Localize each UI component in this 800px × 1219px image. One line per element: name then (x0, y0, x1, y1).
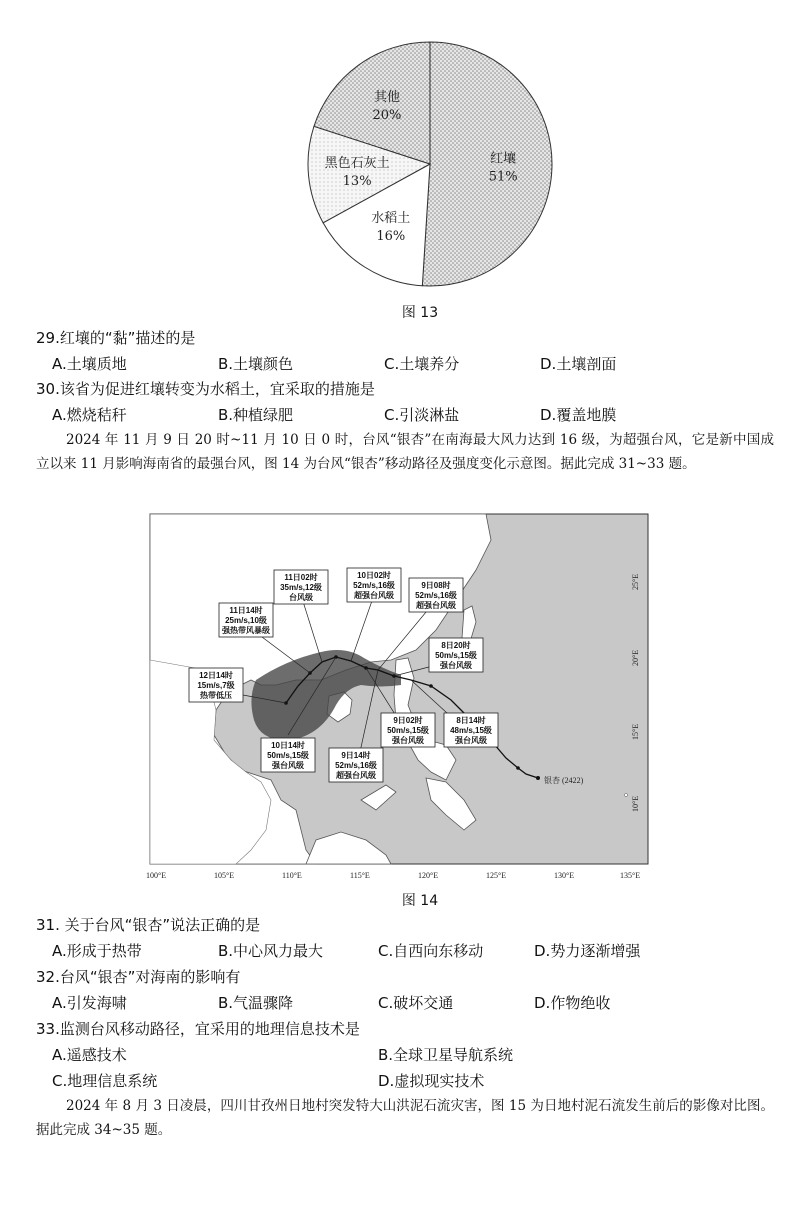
question-32-stem: 32.台风“银杏”对海南的影响有 (36, 968, 241, 986)
lat-tick-25: 25°E (631, 573, 640, 590)
soil-pie-chart (290, 28, 570, 300)
q29-option-c: C.土壤养分 (384, 355, 460, 373)
pie-value-1: 51% (488, 169, 518, 185)
typhoon-track-map (146, 510, 654, 886)
q33-option-b: B.全球卫星导航系统 (378, 1046, 514, 1064)
lon-tick-110: 110°E (282, 871, 302, 880)
question-29-stem: 29.红壤的“黏”描述的是 (36, 329, 196, 347)
lon-tick-130: 130°E (554, 871, 575, 880)
q29-option-d: D.土壤剖面 (540, 355, 617, 373)
track-label-box-5 (429, 638, 483, 672)
label-speed: 35m/s,12级 (280, 583, 322, 592)
track-label-box-10 (329, 748, 383, 782)
track-label-box-1 (274, 570, 328, 604)
question-33-stem: 33.监测台风移动路径，宜采用的地理信息技术是 (36, 1020, 360, 1038)
track-label-box-7 (444, 713, 498, 747)
q30-option-c: C.引淡淋盐 (384, 406, 460, 424)
track-label-box-6 (189, 668, 243, 702)
lat-tick-20: 20°E (631, 649, 640, 666)
label-speed: 52m/s,16级 (415, 591, 457, 600)
q30-option-b: B.种植绿肥 (218, 406, 294, 424)
q31-option-d: D.势力逐渐增强 (534, 942, 641, 960)
question-30-stem: 30.该省为促进红壤转变为水稻土，宜采取的措施是 (36, 380, 375, 398)
label-speed: 52m/s,16级 (335, 761, 377, 770)
pie-value-3: 13% (342, 173, 372, 189)
question-31-stem: 31. 关于台风“银杏”说法正确的是 (36, 916, 261, 934)
label-time: 9日14时 (341, 751, 371, 760)
track-label-box-3 (409, 578, 463, 612)
q33-option-c: C.地理信息系统 (52, 1072, 158, 1090)
track-label-box-4 (219, 603, 273, 637)
q31-option-b: B.中心风力最大 (218, 942, 324, 960)
label-time: 11日14时 (229, 606, 263, 615)
pie-value-2: 16% (376, 228, 406, 244)
label-time: 10日14时 (271, 741, 305, 750)
typhoon-intro-paragraph: 2024 年 11 月 9 日 20 时~11 月 10 日 0 时，台风“银杏”在南海最大风力达到 16 级，为超强台风，它是新中国成立以来 11 月影响海南省的最强台风，图 14 为台风“银杏”移动路径及强度变化示意图。据此完成 31~33 题。 (36, 432, 774, 472)
lon-tick-125: 125°E (486, 871, 507, 880)
label-grade: 超强台风级 (354, 591, 394, 600)
label-speed: 50m/s,15级 (387, 726, 429, 735)
label-time: 9日02时 (393, 716, 423, 725)
lat-tick-15: 15°E (631, 723, 640, 740)
lon-tick-115: 115°E (350, 871, 370, 880)
q30-option-d: D.覆盖地膜 (540, 406, 617, 424)
track-label-box-2 (347, 568, 401, 602)
pie-label-4: 其他 (373, 89, 400, 105)
label-speed: 48m/s,15级 (450, 726, 492, 735)
label-grade: 强台风级 (440, 661, 472, 670)
lon-tick-100: 100°E (146, 871, 167, 880)
figure13-caption: 图 13 (401, 305, 439, 321)
label-grade: 超强台风级 (416, 601, 456, 610)
q32-option-a: A.引发海啸 (52, 994, 127, 1012)
track-label-box-8 (381, 713, 435, 747)
pie-slice-1 (422, 42, 552, 286)
label-grade: 超强台风级 (336, 771, 376, 780)
lon-tick-135: 135°E (620, 871, 641, 880)
label-grade: 强台风级 (392, 736, 424, 745)
q32-option-c: C.破坏交通 (378, 994, 454, 1012)
storm-name-label: 银杏 (2422) (544, 776, 584, 785)
label-time: 10日02时 (357, 571, 391, 580)
track-label-box-9 (261, 738, 315, 772)
q33-option-d: D.虚拟现实技术 (378, 1072, 485, 1090)
q31-option-a: A.形成于热带 (52, 942, 142, 960)
label-speed: 15m/s,7级 (197, 681, 235, 690)
lon-tick-105: 105°E (214, 871, 235, 880)
label-speed: 25m/s,10级 (225, 616, 267, 625)
label-grade: 热带低压 (200, 691, 232, 700)
label-grade: 台风级 (289, 593, 313, 602)
pie-value-4: 20% (372, 107, 402, 123)
label-time: 11日02时 (284, 573, 318, 582)
label-time: 9日08时 (421, 581, 451, 590)
q32-option-d: D.作物绝收 (534, 994, 611, 1012)
label-time: 12日14时 (199, 671, 233, 680)
lat-tick-10: 10°E (631, 795, 640, 812)
label-grade: 强台风级 (272, 761, 304, 770)
q32-option-b: B.气温骤降 (218, 994, 294, 1012)
label-speed: 50m/s,15级 (267, 751, 309, 760)
label-time: 8日14时 (456, 716, 486, 725)
q31-option-c: C.自西向东移动 (378, 942, 484, 960)
label-time: 8日20时 (441, 641, 471, 650)
pie-label-2: 水稻土 (371, 210, 411, 226)
pie-label-3: 黑色石灰土 (324, 155, 390, 171)
label-grade: 强台风级 (455, 736, 487, 745)
figure14-caption: 图 14 (401, 893, 439, 909)
pie-label-1: 红壤 (490, 151, 517, 167)
q29-option-b: B.土壤颜色 (218, 355, 294, 373)
lon-tick-120: 120°E (418, 871, 439, 880)
q29-option-a: A.土壤质地 (52, 355, 127, 373)
q33-option-a: A.遥感技术 (52, 1046, 127, 1064)
debris-flow-paragraph: 2024 年 8 月 3 日凌晨，四川甘孜州日地村突发特大山洪泥石流灾害，图 15 为日地村泥石流发生前后的影像对比图。据此完成 34~35 题。 (36, 1098, 774, 1138)
q30-option-a: A.燃烧秸秆 (52, 406, 127, 424)
label-speed: 52m/s,16级 (353, 581, 395, 590)
label-speed: 50m/s,15级 (435, 651, 477, 660)
label-grade: 强热带风暴级 (222, 626, 270, 635)
